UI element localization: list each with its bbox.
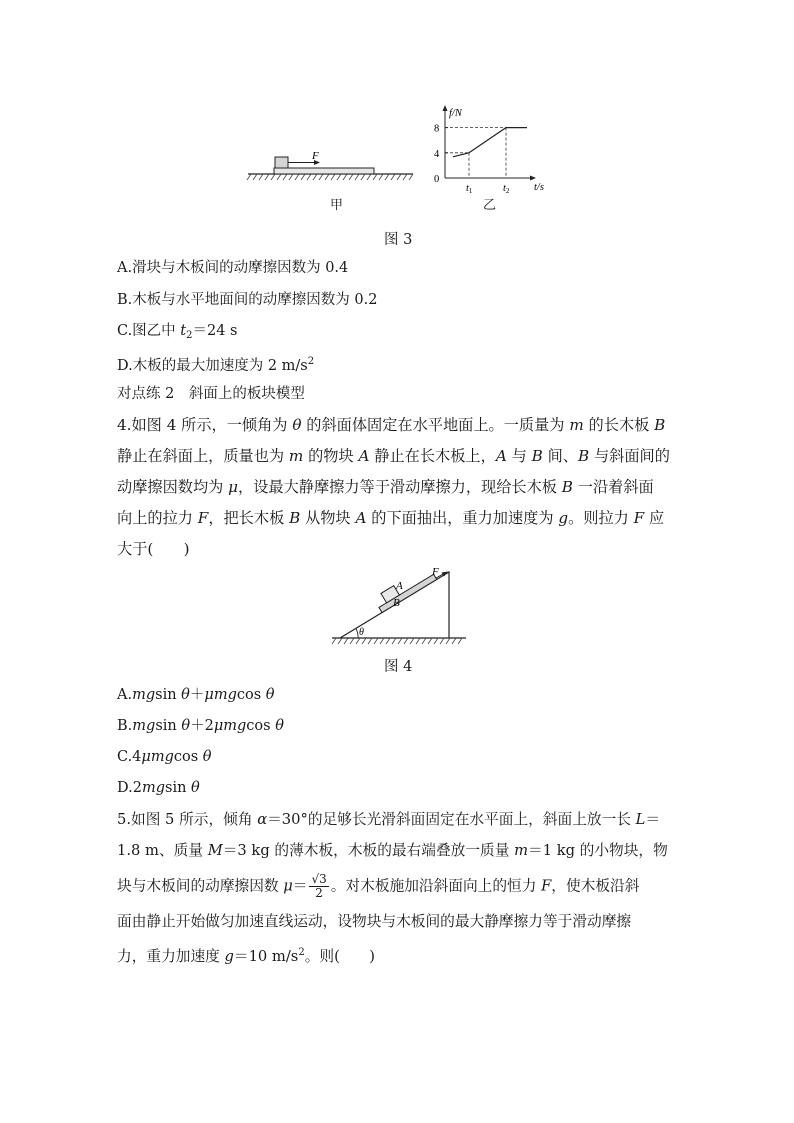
x-tick-label: t1 bbox=[466, 183, 473, 195]
q3-option-d: D.木板的最大加速度为 2 $m/s^2$ bbox=[117, 356, 315, 374]
board bbox=[274, 168, 374, 174]
block-A-label: A bbox=[396, 580, 403, 592]
force-F-label: F bbox=[432, 566, 439, 578]
q5-line-2: 1.8 m、质量 M＝3 kg 的薄木板，木板的最右端叠放一质量 m＝1 kg 的小物块，物 bbox=[117, 842, 668, 859]
fig3-right-caption: 乙 bbox=[483, 198, 497, 213]
q4-line-2: 静止在斜面上，质量也为 m 的物块 A 静止在长木板上，A 与 B 间、B 与斜面间的 bbox=[117, 447, 670, 465]
q5-line-5: 力，重力加速度 g＝10 $m/s^2$。则( ) bbox=[117, 947, 375, 965]
q4-option-a: A.mgsin θ＋μmgcos θ bbox=[117, 687, 275, 703]
fig3-chart bbox=[423, 102, 563, 200]
q5-line-3: 块与木板间的动摩擦因数 μ＝ $\frac{√3}{2}$ 。对木板施加沿斜面向上的恒力 F，使木板沿斜 bbox=[117, 872, 640, 900]
series-line bbox=[469, 128, 527, 153]
q5-line-1: 5.如图 5 所示，倾角 α＝30°的足够长光滑斜面固定在水平面上，斜面上放一长 L＝ bbox=[117, 811, 661, 828]
q4-line-3: 动摩擦因数均为 μ，设最大静摩擦力等于滑动摩擦力，现给长木板 B 一沿着斜面 bbox=[117, 478, 654, 496]
fig3-caption: 图 3 bbox=[384, 232, 413, 248]
x-tick-label: t2 bbox=[503, 183, 510, 195]
y-tick-label: 8 bbox=[434, 123, 440, 135]
q4-option-b: B.mgsin θ＋2μmgcos θ bbox=[117, 718, 284, 734]
q4-option-d: D.2mgsin θ bbox=[117, 780, 200, 796]
board-B-label: B bbox=[393, 597, 400, 609]
block bbox=[275, 157, 288, 168]
series-line-start bbox=[453, 153, 469, 157]
q4-line-4: 向上的拉力 F，把长木板 B 从物块 A 的下面抽出，重力加速度为 g。则拉力 F 应 bbox=[117, 509, 665, 527]
fig3-left-diagram bbox=[245, 145, 417, 195]
fig4-incline-diagram bbox=[328, 564, 470, 650]
y-tick-label: 0 bbox=[434, 174, 440, 185]
q5-line-4: 面由静止开始做匀加速直线运动，设物块与木板间的最大静摩擦力等于滑动摩擦 bbox=[117, 913, 632, 930]
fig4-caption: 图 4 bbox=[384, 659, 413, 675]
force-label: F bbox=[312, 150, 319, 162]
q3-option-a: A.滑块与木板间的动摩擦因数为 0.4 bbox=[117, 260, 349, 276]
q3-option-b: B.木板与水平地面间的动摩擦因数为 0.2 bbox=[117, 292, 378, 308]
sqrt3-over-2-fraction: $\frac{√3}{2}$ bbox=[311, 872, 327, 900]
q3-option-c: C.图乙中 $t_2=24$ s bbox=[117, 323, 238, 341]
q4-line-1: 4.如图 4 所示，一倾角为 θ 的斜面体固定在水平地面上。一质量为 m 的长木板 B bbox=[117, 416, 666, 434]
fig3-left-caption: 甲 bbox=[330, 198, 344, 213]
y-axis-label: f/N bbox=[449, 108, 462, 119]
y-tick-label: 4 bbox=[434, 148, 440, 160]
theta-label: θ bbox=[359, 627, 364, 638]
q4-line-5: 大于( ) bbox=[117, 540, 190, 558]
section-title: 对点练 2 斜面上的板块模型 bbox=[117, 386, 305, 402]
q4-option-c: C.4μmgcos θ bbox=[117, 749, 212, 765]
x-axis-label: t/s bbox=[534, 182, 544, 193]
